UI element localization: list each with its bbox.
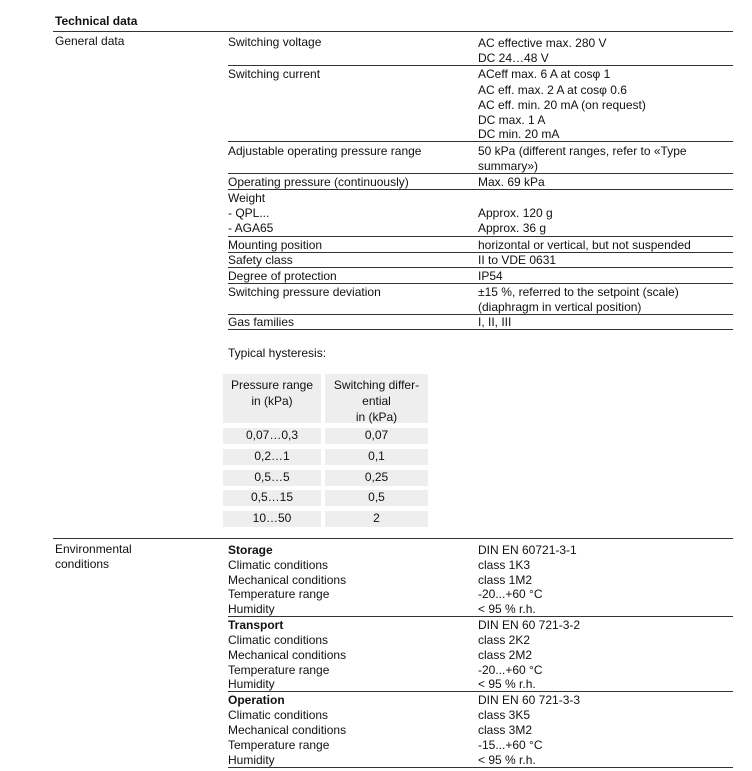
env-value: -20...+60 °C: [478, 663, 543, 677]
env-value: class 1M2: [478, 573, 533, 587]
row-label: Switching voltage: [228, 35, 322, 49]
row-value: 50 kPa (different ranges, refer to «Type: [478, 144, 687, 158]
row-value: DC 24…48 V: [478, 51, 549, 65]
row-divider: [228, 173, 733, 174]
env-label: Mechanical conditions: [228, 573, 347, 587]
env-value: < 95 % r.h.: [478, 602, 536, 616]
row-divider: [228, 141, 733, 142]
hysteresis-cell: 10…50: [223, 511, 321, 527]
row-value: AC eff. min. 20 mA (on request): [478, 98, 646, 112]
env-label: Climatic conditions: [228, 708, 329, 722]
group-divider: [228, 767, 733, 768]
row-label: Switching current: [228, 67, 321, 81]
row-label: Adjustable operating pressure range: [228, 144, 422, 158]
row-divider: [228, 189, 733, 190]
env-value: < 95 % r.h.: [478, 753, 536, 767]
row-sublabel: - AGA65: [228, 221, 274, 235]
row-value: AC eff. max. 2 A at cosφ 0.6: [478, 83, 627, 97]
env-label: Temperature range: [228, 587, 330, 601]
env-label: Temperature range: [228, 738, 330, 752]
env-value: class 3M2: [478, 723, 533, 737]
env-value: -20...+60 °C: [478, 587, 543, 601]
group-standard: DIN EN 60 721-3-2: [478, 618, 581, 632]
env-label: Mechanical conditions: [228, 723, 347, 737]
hysteresis-cell: 2: [325, 511, 428, 527]
env-label: Humidity: [228, 602, 275, 616]
hysteresis-cell: 0,1: [325, 449, 428, 465]
row-label: Degree of protection: [228, 269, 337, 283]
row-value: ±15 %, referred to the setpoint (scale): [478, 285, 679, 299]
env-value: < 95 % r.h.: [478, 677, 536, 691]
env-value: -15...+60 °C: [478, 738, 543, 752]
page-title: Technical data: [55, 14, 138, 28]
hysteresis-cell: 0,2…1: [223, 449, 321, 465]
header-line: Switching differ-: [333, 378, 420, 392]
section-label-general: General data: [55, 34, 125, 48]
row-label: Switching pressure deviation: [228, 285, 381, 299]
group-title-operation: Operation: [228, 693, 285, 707]
header-line: ential: [362, 394, 391, 408]
hysteresis-cell: 0,5…15: [223, 490, 321, 506]
env-label: Mechanical conditions: [228, 648, 347, 662]
title-rule: [53, 31, 733, 32]
group-standard: DIN EN 60721-3-1: [478, 543, 577, 557]
row-label: Gas families: [228, 315, 295, 329]
env-label: Climatic conditions: [228, 633, 329, 647]
row-value: ACeff max. 6 A at cosφ 1: [478, 67, 611, 81]
row-divider: [228, 236, 733, 237]
hysteresis-cell: 0,07: [325, 428, 428, 444]
row-label: Safety class: [228, 253, 293, 267]
row-label: Operating pressure (continuously): [228, 175, 409, 189]
row-divider: [228, 283, 733, 284]
row-divider: [228, 329, 733, 330]
row-value: DC min. 20 mA: [478, 127, 560, 141]
env-label: Climatic conditions: [228, 558, 329, 572]
env-label: Temperature range: [228, 663, 330, 677]
row-value: Approx. 120 g: [478, 206, 553, 220]
hysteresis-cell: 0,5…5: [223, 470, 321, 486]
group-divider: [228, 616, 733, 617]
hysteresis-cell: 0,5: [325, 490, 428, 506]
hysteresis-cell: 0,07…0,3: [223, 428, 321, 444]
row-value: AC effective max. 280 V: [478, 36, 607, 50]
row-value: Approx. 36 g: [478, 221, 547, 235]
env-value: class 2K2: [478, 633, 531, 647]
row-value: I, II, III: [478, 315, 512, 329]
env-value: class 3K5: [478, 708, 531, 722]
header-line: Pressure range: [230, 378, 314, 392]
hysteresis-title: Typical hysteresis:: [228, 346, 327, 360]
hysteresis-header-differential: [325, 374, 428, 423]
group-standard: DIN EN 60 721-3-3: [478, 693, 581, 707]
group-title-storage: Storage: [228, 543, 273, 557]
row-label: Mounting position: [228, 238, 323, 252]
section-divider: [53, 538, 733, 539]
row-label: Weight: [228, 191, 266, 205]
row-value: IP54: [478, 269, 503, 283]
row-value: (diaphragm in vertical position): [478, 300, 642, 314]
header-line: in (kPa): [355, 410, 398, 424]
row-divider: [228, 267, 733, 268]
group-divider: [228, 691, 733, 692]
group-title-transport: Transport: [228, 618, 284, 632]
env-value: class 2M2: [478, 648, 533, 662]
row-value: horizontal or vertical, but not suspended: [478, 238, 691, 252]
env-value: class 1K3: [478, 558, 531, 572]
env-label: Humidity: [228, 677, 275, 691]
row-value: Max. 69 kPa: [478, 175, 545, 189]
row-divider: [228, 65, 733, 66]
section-label-environmental: Environmental: [55, 542, 132, 556]
header-line: in (kPa): [251, 394, 293, 408]
section-label-environmental: conditions: [55, 557, 110, 571]
hysteresis-header-pressure: [223, 374, 321, 423]
row-value: II to VDE 0631: [478, 253, 557, 267]
hysteresis-cell: 0,25: [325, 470, 428, 486]
row-value: DC max. 1 A: [478, 113, 546, 127]
row-sublabel: - QPL...: [228, 206, 270, 220]
row-value: summary»): [478, 159, 539, 173]
env-label: Humidity: [228, 753, 275, 767]
